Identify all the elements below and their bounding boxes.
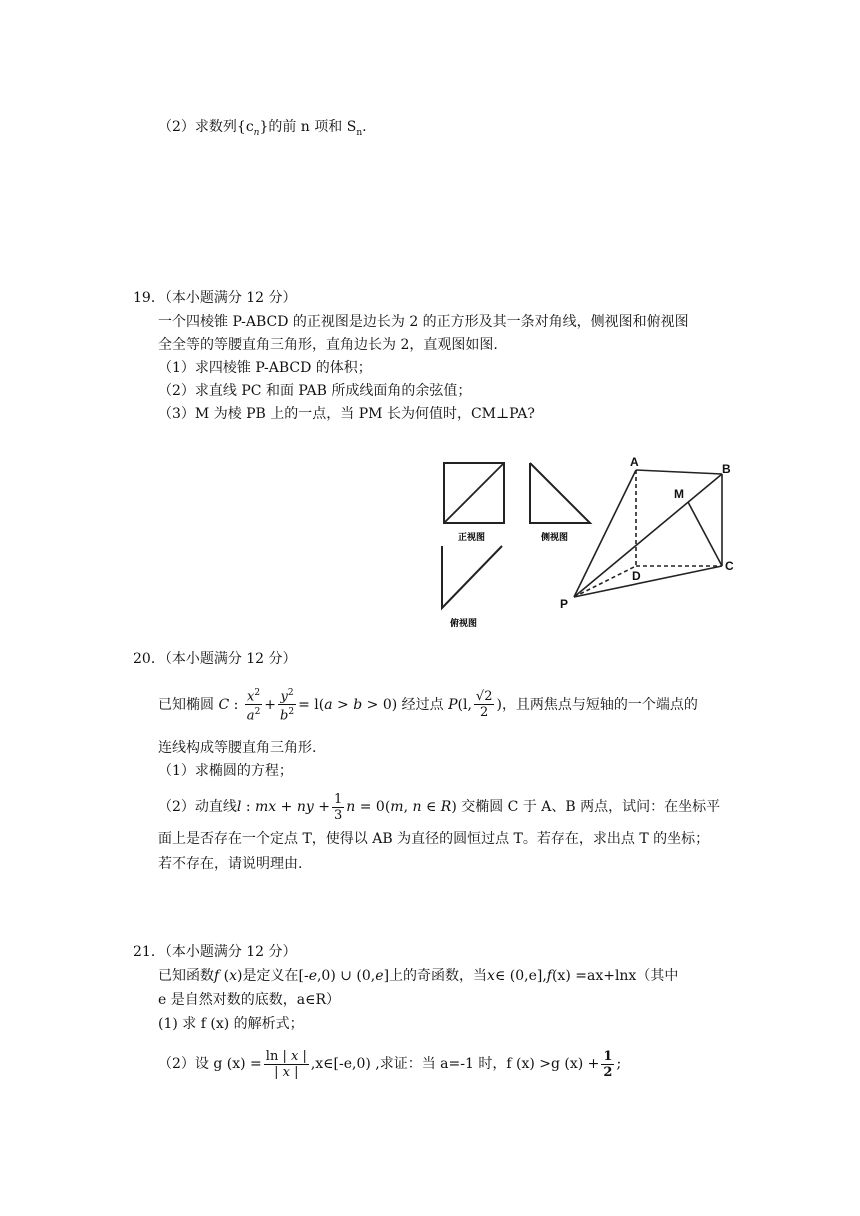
p21-q2 <box>158 1044 621 1084</box>
p19-header: 19．（本小题满分 12 分） <box>133 290 297 306</box>
p21-text-f: (x) =ax+lnx（其中 <box>551 968 679 984</box>
fraction-ln-abs-x: $\frac{\ln | x |}{| x |}$ <box>265 1048 307 1080</box>
p19-figure <box>426 456 746 636</box>
p19-stem-line2: 全全等的等腰直角三角形，直角边长为 2，直观图如图. <box>158 337 498 353</box>
p20-text-a: 已知椭圆 <box>158 696 214 713</box>
label-c: C <box>725 559 734 573</box>
p21-text-e: ∈ (0,e], <box>494 968 547 984</box>
p21-statement-line2: e 是自然对数的底数，a∈R） <box>158 992 340 1008</box>
fraction-x2-a2: $\frac{x^2}{a^2}$ <box>246 688 261 724</box>
side-view-caption: 侧视图 <box>541 533 569 543</box>
p20-q2-line3: 若不存在，请说明理由. <box>158 856 303 872</box>
p21-text-a: 已知函数 <box>158 968 214 984</box>
segment-mc <box>688 502 722 566</box>
top-view-triangle <box>442 546 502 608</box>
p18-q2 <box>158 117 367 143</box>
p21-statement-line1: 已知函数f (x)是定义在[-e,0) ∪ (0,e]上的奇函数，当x∈ (0,e],f(x) =ax+lnx（其中 <box>158 968 679 984</box>
p21-text-b: 是定义在[- <box>242 968 309 984</box>
pyramid-three-views-diagram <box>426 456 746 636</box>
p20-q1: （1）求椭圆的方程； <box>158 763 293 779</box>
point-symbol-p: P <box>448 696 458 713</box>
side-view-triangle <box>530 463 590 523</box>
p20-statement-line1: 已知椭圆 C : $\frac{x^2}{a^2}$ + $\frac{y^2}{b^2}$ = l(a > b > 0) 经过点 P(l, $\frac{√2}{2}$ )，且两焦点与短轴的一个端点的 <box>158 688 698 724</box>
p18-q2-sub: n <box>253 127 260 138</box>
p21-q2-text-b: ,x∈[-e,0) ,求证：当 a=-1 时，f (x) >g (x) + <box>310 1056 600 1072</box>
p21-text-d: ]上的奇函数，当 <box>383 968 488 984</box>
p21-q2-text-a: （2）设 g (x) = <box>158 1056 262 1072</box>
pyramid-diagram <box>574 470 722 597</box>
p20-text-c: ，且两焦点与短轴的一个端点的 <box>501 696 698 713</box>
edge-pc <box>574 566 722 597</box>
p20-q2-text-b: 交椭圆 C 于 A、B 两点，试问：在坐标平 <box>461 799 721 815</box>
p21-header: 21．（本小题满分 12 分） <box>133 944 297 960</box>
p18-q2-text: （2）求数列{c <box>158 119 254 135</box>
fraction-1-3: $\frac{1}{3}$ <box>333 791 343 823</box>
p19-q2: （2）求直线 PC 和面 PAB 所成线面角的余弦值； <box>158 383 472 399</box>
p21-text-c: ,0) ∪ (0, <box>316 968 376 984</box>
front-view-caption: 正视图 <box>458 533 486 543</box>
label-p: P <box>560 597 569 611</box>
edge-pb <box>574 474 722 597</box>
fraction-y2-b2: $\frac{y^2}{b^2}$ <box>280 688 295 724</box>
p19-q3: （3）M 为棱 PB 上的一点，当 PM 长为何值时，CM⊥PA? <box>158 406 535 422</box>
fraction-sqrt2-2: $\frac{√2}{2}$ <box>475 689 493 721</box>
label-m: M <box>674 487 684 501</box>
p18-q2-end: . <box>362 119 367 135</box>
p21-q2-end: ; <box>616 1056 622 1072</box>
top-view-caption: 俯视图 <box>450 619 478 629</box>
label-b: B <box>722 462 731 476</box>
label-d: D <box>632 569 641 583</box>
label-a: A <box>630 456 639 469</box>
p18-q2-sub2: n <box>356 127 363 138</box>
p20-q2-line1: （2）动直线l : mx + ny + $\frac{1}{3}$ n = 0(m, n ∈ R) 交椭圆 C 于 A、B 两点，试问：在坐标平 <box>158 791 721 823</box>
p21-q1: (1) 求 f (x) 的解析式； <box>158 1016 304 1032</box>
edge-ab <box>636 470 722 474</box>
p19-q1: （1）求四棱锥 P-ABCD 的体积； <box>158 360 372 376</box>
ellipse-symbol-c: C <box>218 696 230 713</box>
edge-pa <box>574 470 636 597</box>
p19-stem-line1: 一个四棱锥 P-ABCD 的正视图是边长为 2 的正方形及其一条对角线，侧视图和俯视图 <box>158 314 689 330</box>
p20-text-b: 经过点 <box>401 696 444 713</box>
front-view-diagonal <box>444 463 504 523</box>
p20-statement-line2: 连线构成等腰直角三角形. <box>158 740 317 756</box>
p18-q2-tail: }的前 n 项和 S <box>259 119 357 135</box>
fraction-1-2: $\frac{1}{2}$ <box>603 1048 613 1080</box>
p20-header: 20．（本小题满分 12 分） <box>133 651 297 667</box>
p20-q2-line2: 面上是否存在一个定点 T，使得以 AB 为直径的圆恒过点 T。若存在，求出点 T 的坐标； <box>158 831 710 847</box>
p20-q2-text-a: （2）动直线 <box>158 799 237 815</box>
